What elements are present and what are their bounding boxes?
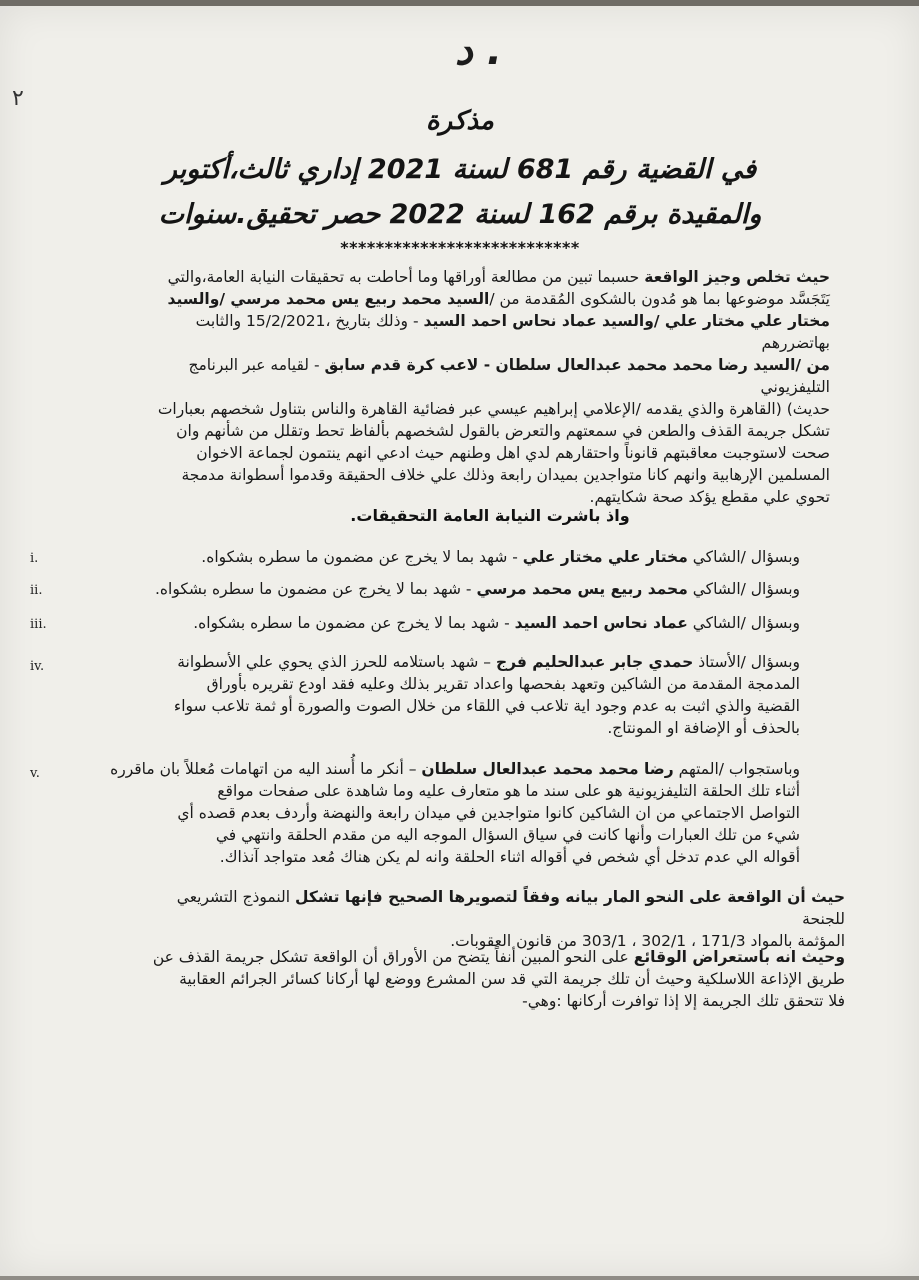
item-prefix: وباستجواب /المتهم xyxy=(678,760,800,778)
item-prefix: وبسؤال /الشاكي xyxy=(692,614,800,632)
person-name: حمدي جابر عبدالحليم فرج xyxy=(495,653,694,671)
item-number: i. xyxy=(30,551,39,566)
legal-lead: وحيث انه باستعراض الوقائع xyxy=(633,948,845,966)
person-name: مختار علي مختار علي xyxy=(522,548,688,566)
document-title: مذكرة xyxy=(426,106,494,136)
case-heading-line2: والمقيدة برقم 162 لسنة 2022 حصر تحقيق.سنوات xyxy=(158,199,762,230)
person-name: رضا محمد محمد عبدالعال سلطان xyxy=(421,760,674,778)
intro-line: المسلمين الإرهابية وانهم كانا متواجدين بميدان رابعة وذلك علي خلاف الحقيقة وقدموا أسطوانة مدمجة xyxy=(181,466,830,484)
list-item xyxy=(80,651,800,739)
case-heading-line1: في القضية رقم 681 لسنة 2021 إداري ثالث،أكتوبر xyxy=(163,154,757,185)
intro-paragraph xyxy=(150,266,830,508)
item-number: v. xyxy=(30,766,40,781)
item-text: أقواله الي عدم تدخل أي شخص في أقواله اثناء الحلقة وانه لم يكن هناك مُعد متواجد آنذاك. xyxy=(219,848,800,866)
separator-stars: *************************** xyxy=(340,238,580,257)
item-number: iv. xyxy=(30,659,45,674)
item-text: التواصل الاجتماعي من ان الشاكين كانوا متواجدين في ميدان رابعة والنهضة وأردف بعدم قصده أي xyxy=(177,804,800,822)
legal-lead: حيث أن الواقعة على النحو المار بيانه وفقاً لتصويرها الصحيح فإنها تشكل xyxy=(295,888,845,906)
item-prefix: وبسؤال /الأستاذ xyxy=(698,653,800,671)
page-number: ٢ xyxy=(12,86,24,111)
legal-paragraph-2 xyxy=(140,946,845,1012)
item-text: - شهد بما لا يخرج عن مضمون ما سطره بشكواه. xyxy=(201,548,518,566)
intro-line: تحوي علي مقطع يؤكد صحة شكايتهم. xyxy=(589,488,830,506)
list-item xyxy=(80,612,800,634)
item-text: بالحذف أو الإضافة او المونتاج. xyxy=(607,719,800,737)
legal-text: على النحو المبين أنفاً يتضح من الأوراق أن الواقعة تشكل جريمة القذف عن xyxy=(152,948,629,966)
item-text: أثناء تلك الحلقة التليفزيونية هو على سند ما هو متعارف عليه وما شاهدة على صفحات مواقع xyxy=(217,782,800,800)
legal-text: النموذج التشريعي للجنحة xyxy=(176,888,845,928)
item-text: – شهد باستلامه للحرز الذي يحوي علي الأسطوانة xyxy=(177,653,492,671)
item-text: القضية والذي اثبت به عدم وجود اية تلاعب في اللقاء من خلال الصوت والصورة أو ثمة تلاعب سواء xyxy=(173,697,800,715)
intro-line: تشكل جريمة القذف والطعن في سمعتهم والتعرض بالقول لشخصهم بألفاظ تحط وتقلل من شأنهم وان xyxy=(176,422,830,440)
list-item xyxy=(80,578,800,600)
person-name: عماد نحاس احمد السيد xyxy=(514,614,688,632)
intro-line: يَتَجَسَّد موضوعها بما هو مُدون بالشكوى المُقدمة من / xyxy=(489,290,830,308)
item-text: - شهد بما لا يخرج عن مضمون ما سطره بشكواه. xyxy=(193,614,510,632)
legal-text: طريق الإذاعة اللاسلكية وحيث أن تلك جريمة التي قد سن المشرع ووضع لها أركانا كسائر الجرائم العقابية xyxy=(179,970,845,988)
investigations-heading: واذ باشرت النيابة العامة التحقيقات. xyxy=(350,506,630,525)
person-name: محمد ربيع يس محمد مرسي xyxy=(476,580,688,598)
handwritten-mark: د . xyxy=(455,28,502,74)
item-number: iii. xyxy=(30,617,47,632)
item-text: - شهد بما لا يخرج عن مضمون ما سطره بشكواه. xyxy=(154,580,472,598)
list-item xyxy=(80,546,800,568)
item-text: – أنكر ما أُسند اليه من اتهامات مُعللاً بان ماقرره xyxy=(110,760,417,778)
intro-lead: حيث تخلص وجيز الواقعة xyxy=(644,268,830,286)
complainant-names: السيد محمد ربيع يس محمد مرسي /والسيد xyxy=(167,290,490,308)
intro-line: حسبما تبين من مطالعة أوراقها وما أحاطت به تحقيقات النيابة العامة،والتي xyxy=(167,268,640,286)
legal-text: فلا تتحقق تلك الجريمة إلا إذا توافرت أركانها :وهي- xyxy=(522,992,845,1010)
legal-paragraph-1 xyxy=(140,886,845,952)
item-prefix: وبسؤال /الشاكي xyxy=(692,548,800,566)
intro-line: صحت لاستوجبت معاقبتهم قانوناً واحتقارهم لدي اهل وطنهم حيث ادعي انهم ينتمون لجماعة الاخوان xyxy=(196,444,830,462)
legal-text: المؤثمة بالمواد 171/3 ، 302/1 ، 303/1 من قانون العقوبات. xyxy=(450,932,845,950)
intro-line: حديث) (القاهرة والذي يقدمه /الإعلامي إبراهيم عيسي عبر فضائية القاهرة والناس بتناول شخصهم بعبارات xyxy=(157,400,830,418)
list-item xyxy=(80,758,800,868)
complainant-names: مختار علي مختار علي /والسيد عماد نحاس احمد السيد xyxy=(423,312,830,330)
item-prefix: وبسؤال /الشاكي xyxy=(692,580,800,598)
item-number: ii. xyxy=(30,583,43,598)
item-text: شيء من تلك العبارات وأنها كانت في سياق السؤال الموجه اليه من مقدم الحلقة وانتهي في xyxy=(215,826,800,844)
intro-line: - وذلك بتاريخ ،15/2/2021 والثابت بهاتضررهم xyxy=(195,312,830,352)
document-page xyxy=(0,6,919,1276)
item-text: المدمجة المقدمة من الشاكين وتعهد بفحصها واعداد تقرير بذلك وعليه فقد اودع تقريره بأوراق xyxy=(206,675,800,693)
intro-line: - لقيامه عبر البرنامج التليفزيوني xyxy=(188,356,830,396)
defendant-name: من /السيد رضا محمد محمد عبدالعال سلطان - لاعب كرة قدم سابق xyxy=(324,356,830,374)
